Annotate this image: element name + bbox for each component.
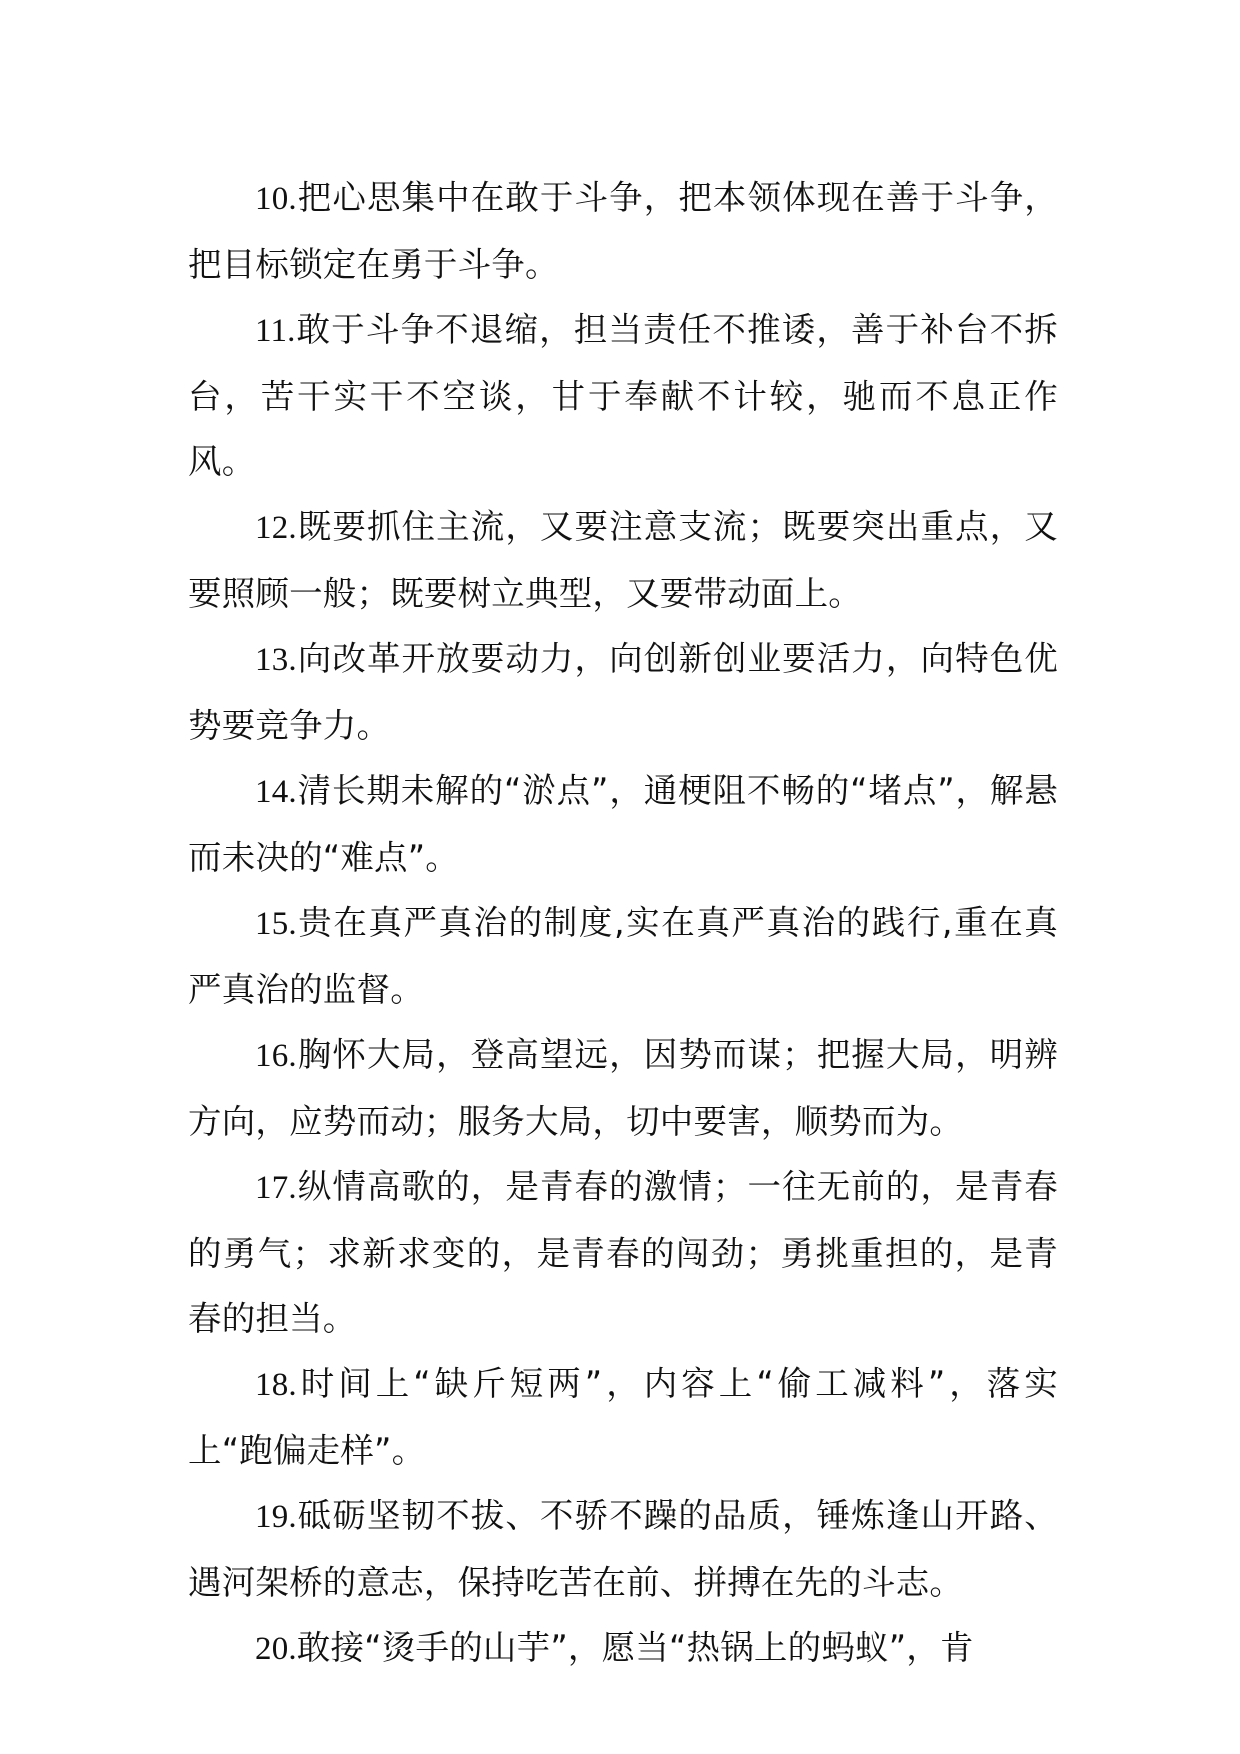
item-number: 20.	[255, 1631, 297, 1667]
item-text: 纵情高歌的，是青春的激情；一往无前的，是青春的勇气；求新求变的，是青春的闯劲；勇挑重担的，是青春的担当。	[188, 1167, 1058, 1338]
item-number: 12.	[255, 510, 297, 546]
item-number: 16.	[255, 1038, 297, 1074]
item-text: 既要抓住主流，又要注意支流；既要突出重点，又要照顾一般；既要树立典型，又要带动面上。	[188, 507, 1058, 613]
document-page	[188, 165, 1058, 1682]
item-text: 胸怀大局，登高望远，因势而谋；把握大局，明辨方向，应势而动；服务大局，切中要害，顺势而为。	[188, 1035, 1058, 1141]
list-item	[188, 494, 1058, 626]
item-number: 15.	[255, 906, 297, 942]
item-number: 11.	[255, 313, 296, 349]
item-number: 19.	[255, 1499, 297, 1535]
list-item	[188, 1483, 1058, 1615]
item-number: 10.	[255, 181, 297, 217]
item-text: 贵在真严真治的制度,实在真严真治的践行,重在真严真治的监督。	[188, 903, 1058, 1009]
item-number: 13.	[255, 642, 297, 678]
list-item	[188, 1351, 1058, 1483]
item-text: 向改革开放要动力，向创新创业要活力，向特色优势要竞争力。	[188, 639, 1058, 745]
list-item	[188, 1154, 1058, 1351]
item-number: 14.	[255, 774, 297, 810]
list-item	[188, 297, 1058, 494]
item-text: 时间上“缺斤短两”，内容上“偷工减料”，落实上“跑偏走样”。	[188, 1364, 1058, 1470]
item-number: 18.	[255, 1367, 297, 1403]
list-item	[188, 1615, 1058, 1682]
item-number: 17.	[255, 1170, 297, 1206]
list-item	[188, 1022, 1058, 1154]
item-text: 砥砺坚韧不拔、不骄不躁的品质，锤炼逢山开路、遇河架桥的意志，保持吃苦在前、拼搏在先的斗志。	[188, 1496, 1058, 1602]
item-text: 敢于斗争不退缩，担当责任不推诿，善于补台不拆台，苦干实干不空谈，甘于奉献不计较，驰而不息正作风。	[188, 310, 1058, 481]
list-item	[188, 890, 1058, 1022]
list-item	[188, 758, 1058, 890]
item-text: 敢接“烫手的山芋”，愿当“热锅上的蚂蚁”，肯	[296, 1628, 974, 1667]
item-text: 清长期未解的“淤点”，通梗阻不畅的“堵点”，解悬而未决的“难点”。	[188, 771, 1058, 877]
list-item	[188, 626, 1058, 758]
item-text: 把心思集中在敢于斗争，把本领体现在善于斗争，把目标锁定在勇于斗争。	[188, 178, 1058, 284]
list-item	[188, 165, 1058, 297]
